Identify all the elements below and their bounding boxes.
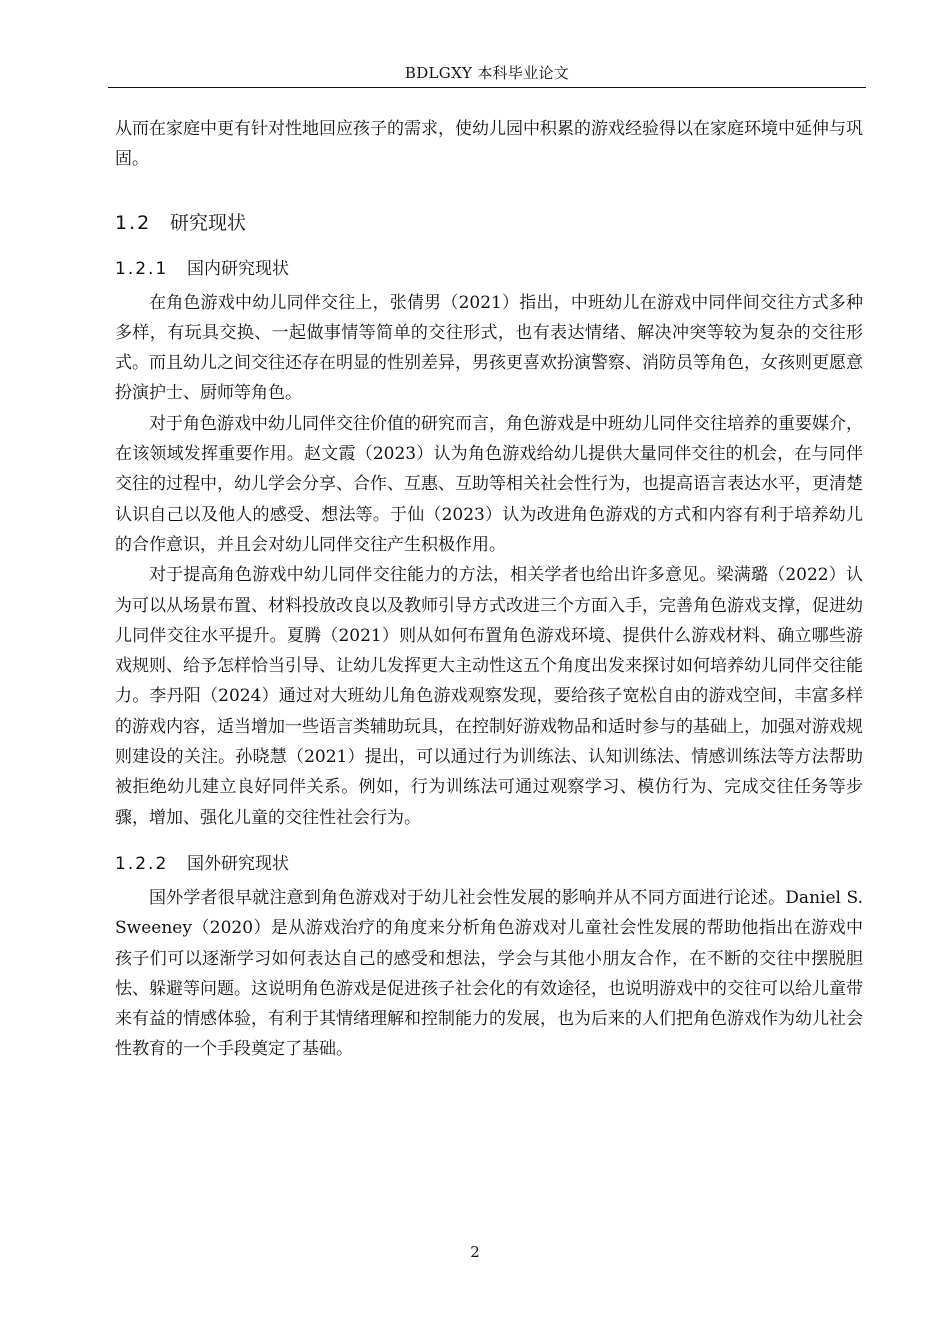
subsection-heading-1-2-2 [115,849,863,879]
paragraph-foreign-1: 国外学者很早就注意到角色游戏对于幼儿社会性发展的影响并从不同方面进行论述。Daniel S. Sweeney（2020）是从游戏治疗的角度来分析角色游戏对儿童社会性发展的帮助他指出在游戏中孩子们可以逐渐学习如何表达自己的感受和想法，学会与其他小朋友合作，在不断的交往中摆脱胆怯、躲避等问题。这说明角色游戏是促进孩子社会化的有效途径，也说明游戏中的交往可以给儿童带来有益的情感体验，有利于其情绪理解和控制能力的发展，也为后来的人们把角色游戏作为幼儿社会性教育的一个手段奠定了基础。 [115,887,863,1060]
paragraph-domestic-3: 对于提高角色游戏中幼儿同伴交往能力的方法，相关学者也给出许多意见。梁满璐（2022）认为可以从场景布置、材料投放改良以及教师引导方式改进三个方面入手，完善角色游戏支撑，促进幼儿同伴交往水平提升。夏腾（2021）则从如何布置角色游戏环境、提供什么游戏材料、确立哪些游戏规则、给予怎样恰当引导、让幼儿发挥更大主动性这五个角度出发来探讨如何培养幼儿同伴交往能力。李丹阳（2024）通过对大班幼儿角色游戏观察发现，要给孩子宽松自由的游戏空间，丰富多样的游戏内容，适当增加一些语言类辅助玩具，在控制好游戏物品和适时参与的基础上，加强对游戏规则建设的关注。孙晓慧（2021）提出，可以通过行为训练法、认知训练法、情感训练法等方法帮助被拒绝幼儿建立良好同伴关系。例如，行为训练法可通过观察学习、模仿行为、完成交往任务等步骤，增加、强化儿童的交往性社会行为。 [115,565,863,828]
paragraph-domestic-2: 对于角色游戏中幼儿同伴交往价值的研究而言，角色游戏是中班幼儿同伴交往培养的重要媒介，在该领域发挥重要作用。赵文霞（2023）认为角色游戏给幼儿提供大量同伴交往的机会，在与同伴交往的过程中，幼儿学会分享、合作、互惠、互助等相关社会性行为，也提高语言表达水平，更清楚认识自己以及他人的感受、想法等。于仙（2023）认为改进角色游戏的方式和内容有利于培养幼儿的合作意识，并且会对幼儿同伴交往产生积极作用。 [115,413,863,555]
page-body [115,114,863,1065]
subsection-heading-1-2-1 [115,254,863,284]
paragraph-domestic-1: 在角色游戏中幼儿同伴交往上，张倩男（2021）指出，中班幼儿在游戏中同伴间交往方式多种多样，有玩具交换、一起做事情等简单的交往形式，也有表达情绪、解决冲突等较为复杂的交往形式。而且幼儿之间交往还存在明显的性别差异，男孩更喜欢扮演警察、消防员等角色，女孩则更愿意扮演护士、厨师等角色。 [115,292,863,404]
section-title: 研究现状 [170,211,247,234]
section-heading-1-2 [115,208,863,238]
subsection-title: 国内研究现状 [187,258,289,279]
section-number: 1.2 [115,211,152,234]
subsection-number: 1.2.2 [115,853,169,874]
running-header: BDLGXY 本科毕业论文 [108,62,866,88]
subsection-number: 1.2.1 [115,258,169,279]
paragraph-continuation: 从而在家庭中更有针对性地回应孩子的需求，使幼儿园中积累的游戏经验得以在家庭环境中延伸与巩固。 [115,119,863,170]
page-number: 2 [470,1243,480,1261]
subsection-title: 国外研究现状 [187,853,289,874]
